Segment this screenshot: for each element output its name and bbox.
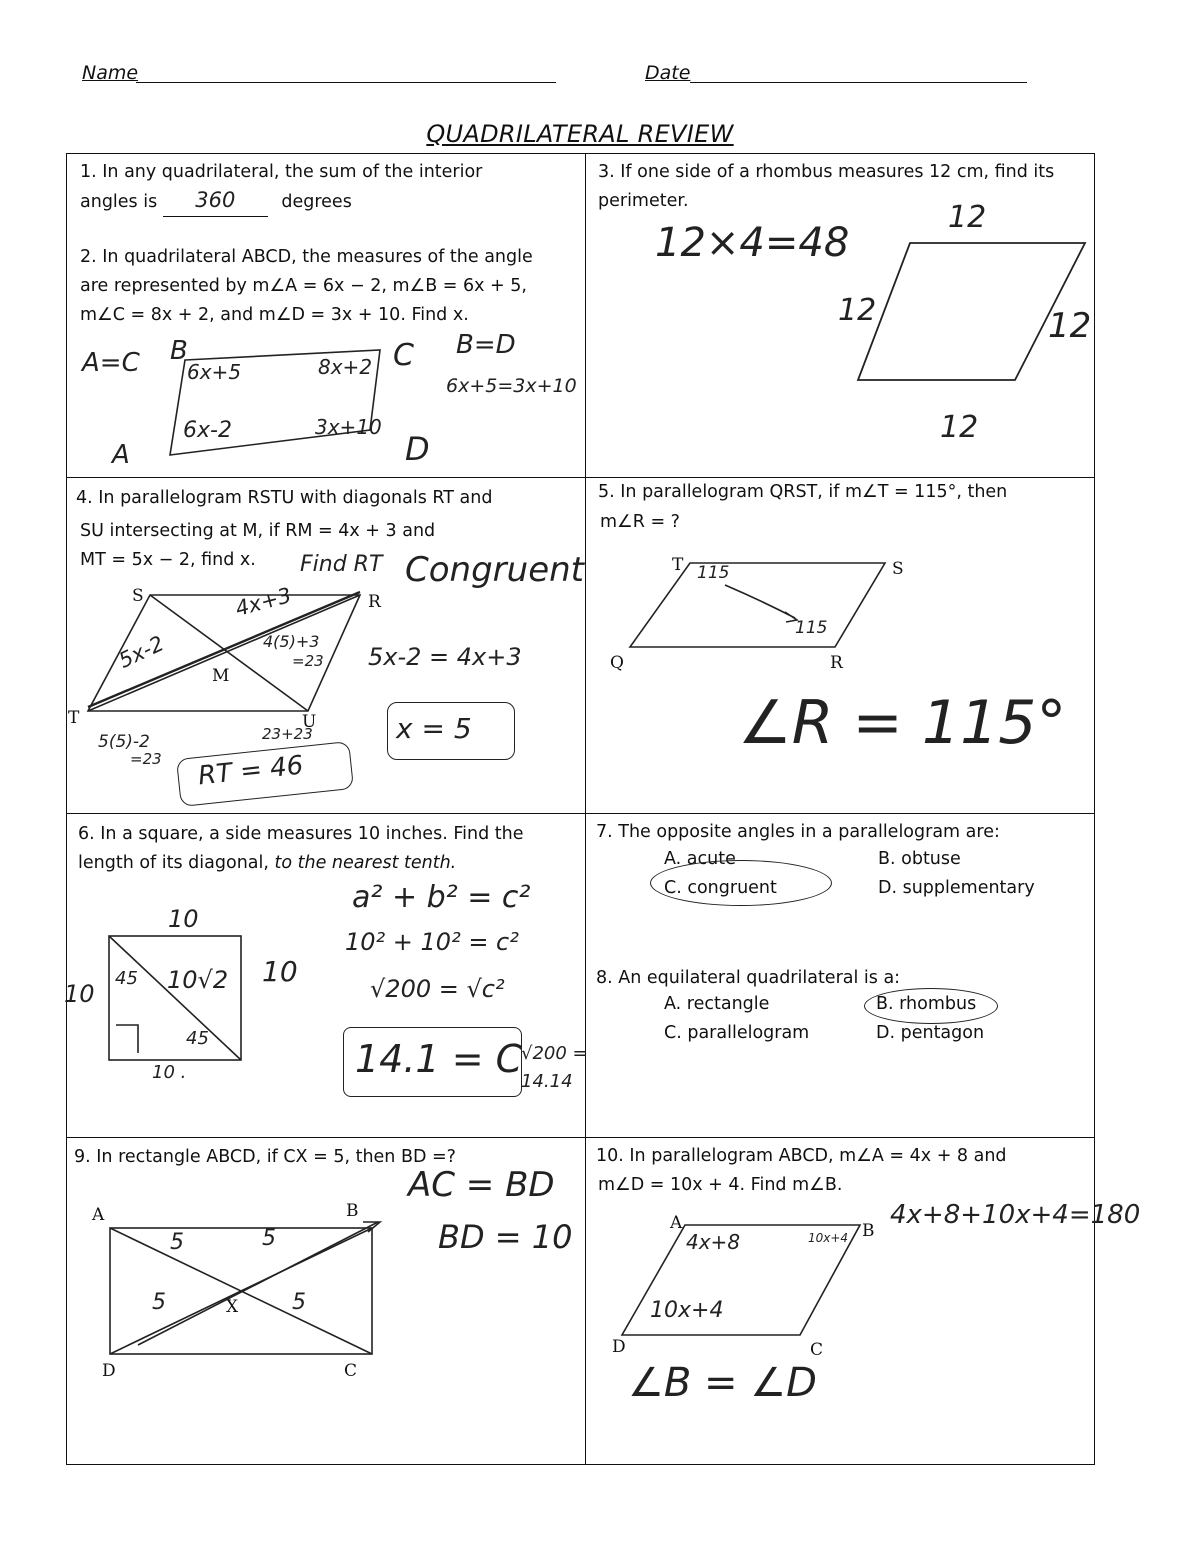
- date-line[interactable]: [690, 82, 1027, 83]
- q5-label-t: T: [672, 555, 684, 575]
- q4-label-r: R: [368, 592, 381, 612]
- q4-line3: MT = 5x − 2, find x.: [80, 550, 256, 570]
- q10-parallelogram: [610, 1210, 910, 1370]
- q4-sub-rm: 4(5)+3: [263, 632, 320, 651]
- q4-label-u: U: [302, 712, 317, 732]
- q4-sub-mt-val: =23: [130, 750, 162, 768]
- q3-line1: 3. If one side of a rhombus measures 12 cm, find its: [598, 162, 1055, 182]
- q10-line1: 10. In parallelogram ABCD, m∠A = 4x + 8 and: [596, 1146, 1007, 1166]
- q1-answer: 360: [195, 188, 236, 212]
- q4-rt: RT = 46: [196, 750, 305, 792]
- q4-label-m: M: [212, 666, 230, 686]
- q6-line2b: to the nearest tenth.: [274, 853, 457, 873]
- q10-label-a: A: [670, 1213, 683, 1233]
- q1-text-b: angles is: [80, 192, 158, 212]
- q3-side-right: 12: [1048, 306, 1092, 346]
- q9-label-a: A: [92, 1205, 105, 1225]
- q2-a-eq-c: A=C: [82, 348, 140, 378]
- q6-square: [108, 935, 248, 1065]
- q4-sum: 23+23: [262, 725, 313, 743]
- q6-side-calc: √200 = 14.14: [521, 1043, 588, 1092]
- q6-line2: [78, 849, 456, 877]
- q2-expr-c: 8x+2: [318, 355, 373, 379]
- q7-option-a[interactable]: A. acute: [664, 849, 736, 869]
- q4-label-s: S: [132, 586, 144, 606]
- q4-expr-mt: 5x-2: [115, 631, 168, 673]
- q9-work-1: AC = BD: [408, 1165, 555, 1205]
- q7-option-c[interactable]: C. congruent: [664, 878, 777, 898]
- q3-line2: perimeter.: [598, 191, 689, 211]
- q5-label-r: R: [830, 653, 843, 673]
- q3-side-bottom: 12: [940, 410, 979, 445]
- q5-angle-r: 115: [795, 618, 828, 638]
- q8-option-c[interactable]: C. parallelogram: [664, 1023, 810, 1043]
- q6-side-bottom: 10 .: [152, 1062, 187, 1083]
- q1-text-c: degrees: [281, 192, 352, 212]
- q5-angle-t: 115: [697, 563, 730, 583]
- q2-vertex-a: A: [112, 440, 130, 470]
- q6-answer: 14.1 = C: [355, 1037, 523, 1081]
- q9-five-2: 5: [262, 1226, 276, 1251]
- q2-vertex-c: C: [393, 338, 414, 373]
- q2-sketch: [70, 330, 630, 470]
- q9-label-b: B: [346, 1201, 359, 1221]
- q8-option-a[interactable]: A. rectangle: [664, 994, 770, 1014]
- q6-diagonal: 10√2: [167, 966, 229, 994]
- grid-divider-row3: [66, 1137, 1095, 1138]
- q4-answer-x: x = 5: [396, 712, 472, 745]
- q6-side-top: 10: [168, 905, 199, 933]
- q5-line1: 5. In parallelogram QRST, if m∠T = 115°, then: [598, 482, 1008, 502]
- q6-side-left: 10: [64, 980, 95, 1008]
- q6-work-3: √200 = √c²: [370, 975, 505, 1003]
- q7-option-d[interactable]: D. supplementary: [878, 878, 1035, 898]
- q10-expr-b: 10x+4: [808, 1231, 849, 1245]
- q1-line1: 1. In any quadrilateral, the sum of the interior: [80, 162, 483, 182]
- q9-label-c: C: [344, 1361, 358, 1381]
- q2-line3: m∠C = 8x + 2, and m∠D = 3x + 10. Find x.: [80, 305, 469, 325]
- q6-side-right: 10: [262, 955, 298, 988]
- q1-answer-blank[interactable]: [163, 186, 268, 217]
- q10-line2: m∠D = 10x + 4. Find m∠B.: [598, 1175, 843, 1195]
- q4-line2: SU intersecting at M, if RM = 4x + 3 and: [80, 521, 436, 541]
- q9-five-4: 5: [292, 1290, 306, 1315]
- q6-line2a: length of its diagonal,: [78, 853, 275, 873]
- q2-vertex-b: B: [170, 336, 188, 366]
- q9-label-d: D: [102, 1361, 116, 1381]
- q9-five-1: 5: [170, 1230, 184, 1255]
- q10-label-c: C: [810, 1340, 824, 1360]
- q2-line2: are represented by m∠A = 6x − 2, m∠B = 6x + 5,: [80, 276, 527, 296]
- q4-equation: 5x-2 = 4x+3: [368, 643, 522, 671]
- grid-divider-row2: [66, 813, 1095, 814]
- q6-work-2: 10² + 10² = c²: [345, 928, 519, 956]
- q3-side-top: 12: [948, 200, 987, 235]
- q8-question: 8. An equilateral quadrilateral is a:: [596, 968, 901, 988]
- q2-expr-d: 3x+10: [315, 415, 382, 439]
- q5-parallelogram: [600, 550, 920, 673]
- q10-answer: ∠B = ∠D: [628, 1360, 817, 1406]
- q2-expr-a: 6x-2: [183, 418, 232, 443]
- q6-line1: 6. In a square, a side measures 10 inches. Find the: [78, 824, 524, 844]
- q9-question: 9. In rectangle ABCD, if CX = 5, then BD =?: [74, 1147, 456, 1167]
- q4-sub-mt: 5(5)-2: [98, 732, 150, 752]
- q6-angle-1: 45: [115, 968, 138, 989]
- q2-equation: 6x+5=3x+10: [446, 375, 577, 397]
- q4-find-rt: Find RT: [300, 552, 383, 577]
- q2-expr-b: 6x+5: [187, 360, 242, 384]
- q5-answer: ∠R = 115°: [738, 688, 1067, 758]
- q8-option-d[interactable]: D. pentagon: [876, 1023, 985, 1043]
- q9-five-3: 5: [152, 1290, 166, 1315]
- q2-vertex-d: D: [405, 430, 430, 468]
- q2-line1: 2. In quadrilateral ABCD, the measures of the angle: [80, 247, 533, 267]
- q5-label-q: Q: [610, 653, 624, 673]
- q7-question: 7. The opposite angles in a parallelogram are:: [596, 822, 1000, 842]
- q2-b-eq-d: B=D: [456, 330, 516, 360]
- q6-work-1: a² + b² = c²: [352, 880, 531, 915]
- q4-expr-rm: 4x+3: [232, 583, 294, 621]
- q4-line1: 4. In parallelogram RSTU with diagonals RT and: [76, 488, 493, 508]
- q10-expr-a: 4x+8: [686, 1230, 741, 1254]
- q7-option-b[interactable]: B. obtuse: [878, 849, 961, 869]
- q8-option-b[interactable]: B. rhombus: [876, 994, 977, 1014]
- q9-label-x: X: [226, 1297, 239, 1317]
- name-label: Name: [82, 62, 139, 84]
- q4-congruent: Congruent: [405, 550, 584, 590]
- q1-line2: [80, 186, 352, 217]
- name-line[interactable]: [136, 82, 556, 83]
- q10-label-b: B: [862, 1221, 875, 1241]
- q5-line2: m∠R = ?: [600, 512, 680, 532]
- q10-equation: 4x+8+10x+4=180: [890, 1200, 1141, 1230]
- q7-answer-circle: [650, 860, 832, 906]
- q3-side-left: 12: [838, 293, 877, 328]
- q4-label-t: T: [68, 708, 80, 728]
- q9-work-2: BD = 10: [438, 1218, 573, 1256]
- q6-angle-2: 45: [186, 1028, 209, 1049]
- q9-rectangle: [88, 1200, 408, 1400]
- q5-label-s: S: [892, 559, 904, 579]
- q10-expr-d: 10x+4: [650, 1298, 724, 1323]
- page-title: QUADRILATERAL REVIEW: [426, 120, 734, 148]
- q3-work: 12×4=48: [655, 220, 850, 266]
- q4-sub-rm-val: =23: [292, 652, 324, 670]
- q8-answer-circle: [864, 988, 998, 1024]
- date-label: Date: [645, 62, 691, 84]
- q10-label-d: D: [612, 1337, 626, 1357]
